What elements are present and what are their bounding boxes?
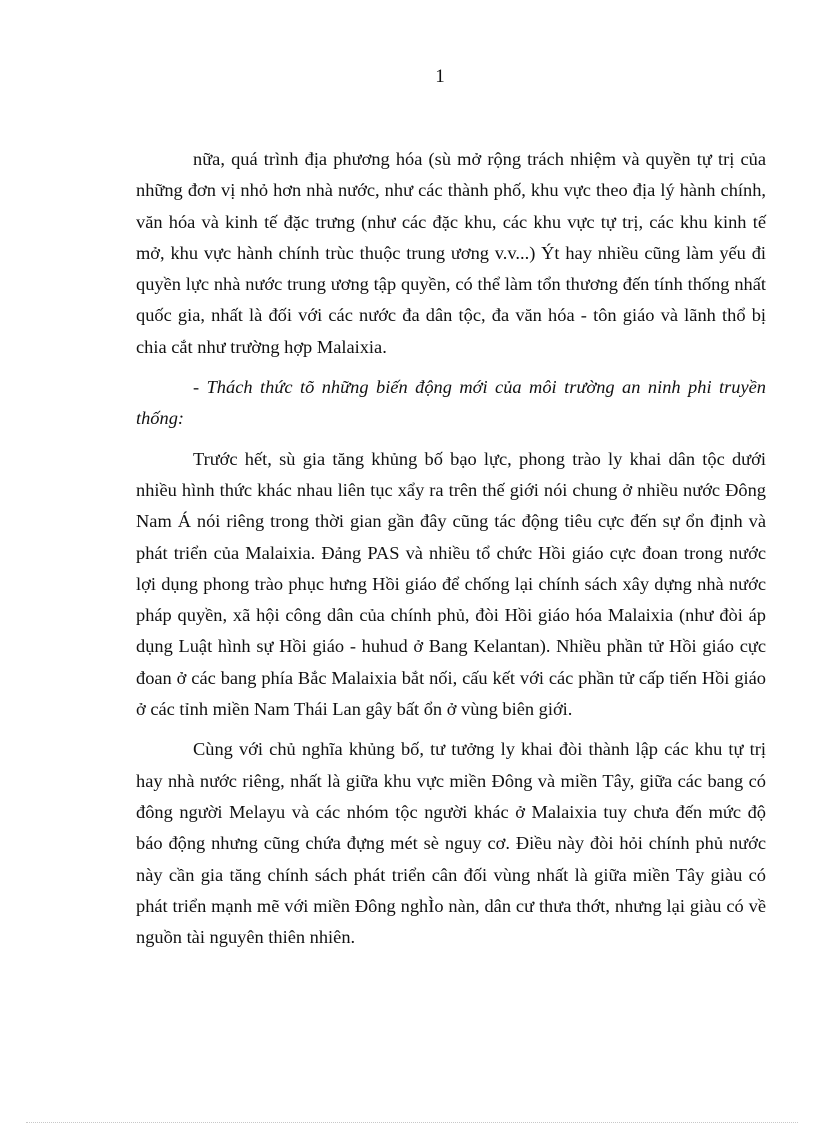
- paragraph-decentralization: nữa, quá trình địa phương hóa (sù mở rộng trách nhiệm và quyền tự trị của những đơn vị nhỏ hơn nhà nước, như các thành phố, khu vực theo địa lý hành chính, văn hóa và kinh tế đặc trưng (như các đặc khu, các khu vực tự trị, các khu kinh tế mở, khu vực hành chính trùc thuộc trung ương v.v...) Ýt hay nhiều cũng làm yếu đi quyền lực nhà nước trung ương tập quyền, có thể làm tổn thương đến tính thống nhất quốc gia, nhất là đối với các nước đa dân tộc, đa văn hóa - tôn giáo và lãnh thổ bị chia cắt như trường hợp Malaixia.: [136, 149, 766, 357]
- paragraph-terrorism-separatism: Trước hết, sù gia tăng khủng bố bạo lực, phong trào ly khai dân tộc dưới nhiều hình thức khác nhau liên tục xẩy ra trên thế giới nói chung ở nhiều nước Đông Nam Á nói riêng trong thời gian gần đây cũng tác động tiêu cực đến sự ổn định và phát triển của Malaixia. Đảng PAS và nhiều tổ chức Hồi giáo cực đoan trong nước lợi dụng phong trào phục hưng Hồi giáo để chống lại chính sách xây dựng nhà nước pháp quyền, xã hội công dân của chính phủ, đòi Hồi giáo hóa Malaixia (như đòi áp dụng Luật hình sự Hồi giáo - huhud ở Bang Kelantan). Nhiều phần tử Hồi giáo cực đoan ở các bang phía Bắc Malaixia bắt nối, cấu kết với các phần tử cấp tiến Hồi giáo ở các tỉnh miền Nam Thái Lan gây bất ổn ở vùng biên giới.: [136, 448, 766, 720]
- section-heading-nontraditional-security: - Thách thức tõ những biến động mới của môi trường an ninh phi truyền thống:: [136, 377, 766, 429]
- page-number: 1: [435, 66, 445, 87]
- paragraph-regional-development: Cùng với chủ nghĩa khủng bố, tư tưởng ly khai đòi thành lập các khu tự trị hay nhà nước riêng, nhất là giữa khu vực miền Đông và miền Tây, giữa các bang có đông người Melayu và các nhóm tộc người khác ở Malaixia tuy chưa đến mức độ báo động nhưng cũng chứa đựng mét sè nguy cơ. Điều này đòi hỏi chính phủ nước này cần gia tăng chính sách phát triển cân đối vùng nhất là giữa miền Tây giàu có phát triển mạnh mẽ với miền Đông nghÌo nàn, dân cư thưa thớt, nhưng lại giàu có về nguồn tài nguyên thiên nhiên.: [136, 739, 766, 948]
- document-body: [136, 144, 766, 953]
